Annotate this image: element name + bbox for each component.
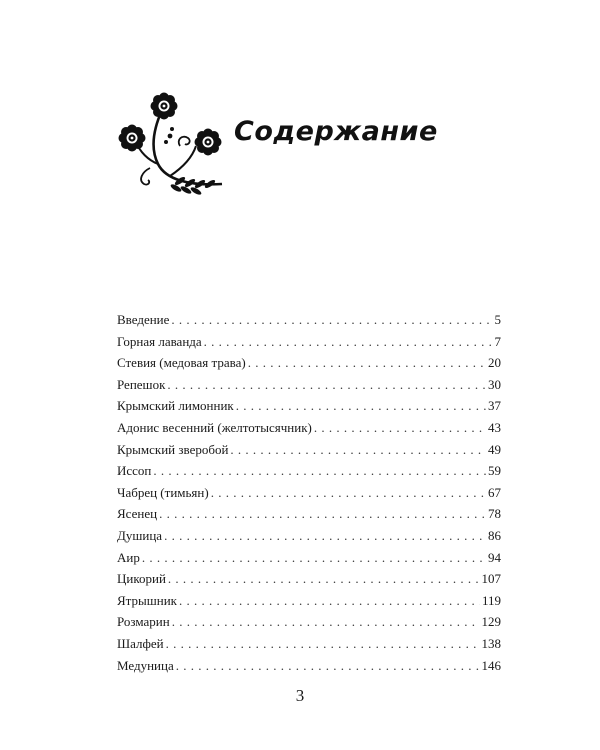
toc-entry-title: Крымский зверобой bbox=[117, 441, 229, 457]
toc-entry-page: 119 bbox=[481, 592, 501, 608]
toc-dot-leader bbox=[166, 633, 480, 655]
toc-entry-page: 107 bbox=[481, 571, 501, 587]
toc-entry bbox=[117, 568, 501, 590]
toc-dot-leader bbox=[204, 331, 493, 353]
toc-entry-page: 67 bbox=[488, 484, 501, 500]
toc-dot-leader bbox=[248, 352, 486, 374]
toc-dot-leader bbox=[159, 503, 486, 525]
toc-entry-page: 5 bbox=[494, 312, 501, 327]
toc-dot-leader bbox=[168, 568, 480, 590]
toc-dot-leader bbox=[314, 417, 486, 439]
toc-entry-title: Аир bbox=[117, 549, 140, 565]
toc-dot-leader bbox=[153, 460, 486, 482]
toc-entry-title: Медуница bbox=[117, 657, 174, 673]
toc-entry-page: 49 bbox=[488, 441, 501, 457]
page-number: 3 bbox=[295, 686, 305, 705]
toc-entry-page: 146 bbox=[481, 657, 501, 673]
toc-dot-leader bbox=[164, 525, 486, 547]
toc-entry-title: Чабрец (тимьян) bbox=[117, 484, 209, 500]
toc-entry-title: Розмарин bbox=[117, 614, 170, 630]
toc-entry bbox=[117, 352, 501, 374]
toc-dot-leader bbox=[142, 547, 486, 569]
toc-entry bbox=[117, 655, 501, 677]
toc-entry bbox=[117, 547, 501, 569]
toc-dot-leader bbox=[172, 611, 480, 633]
toc-dot-leader bbox=[236, 395, 486, 417]
toc-dot-leader bbox=[176, 655, 480, 677]
toc-entry bbox=[117, 331, 501, 353]
toc-entry bbox=[117, 482, 501, 504]
toc-entry-title: Адонис весенний (желтотысячник) bbox=[117, 419, 312, 435]
toc-entry bbox=[117, 395, 501, 417]
toc-entry-title: Ясенец bbox=[117, 506, 158, 522]
toc-entry-page: 129 bbox=[481, 614, 501, 630]
toc-entry bbox=[117, 439, 501, 461]
toc-entry bbox=[117, 374, 501, 396]
toc-entry-title: Цикорий bbox=[117, 571, 166, 587]
toc-entry bbox=[117, 309, 501, 331]
toc-dot-leader bbox=[171, 309, 492, 331]
toc-entry-title: Крымский лимонник bbox=[117, 398, 234, 414]
page-title: Содержание bbox=[234, 116, 438, 147]
toc-entry-page: 37 bbox=[488, 398, 501, 414]
toc-entry bbox=[117, 525, 501, 547]
toc-dot-leader bbox=[179, 590, 480, 612]
toc-dot-leader bbox=[230, 439, 486, 461]
toc-dot-leader bbox=[167, 374, 486, 396]
toc-entry-page: 20 bbox=[488, 355, 501, 371]
toc-entry-page: 138 bbox=[481, 635, 501, 651]
toc-entry-title: Стевия (медовая трава) bbox=[117, 355, 246, 371]
toc-dot-leader bbox=[211, 482, 486, 504]
toc-entry-title: Шалфей bbox=[117, 635, 164, 651]
toc-entry-page: 94 bbox=[488, 549, 501, 565]
toc-entry-page: 7 bbox=[494, 333, 501, 349]
toc-entry-title: Введение bbox=[117, 312, 170, 327]
toc-entry-title: Ятрышник bbox=[117, 592, 177, 608]
toc-entry-title: Иссоп bbox=[117, 463, 152, 479]
toc-entry bbox=[117, 417, 501, 439]
toc-entry-page: 78 bbox=[488, 506, 501, 522]
toc-entry-page: 43 bbox=[488, 419, 501, 435]
toc-entry bbox=[117, 460, 501, 482]
toc-entry-title: Репешок bbox=[117, 376, 166, 392]
toc-entry bbox=[117, 633, 501, 655]
toc-entry-title: Душица bbox=[117, 527, 163, 543]
toc-entry-page: 86 bbox=[488, 527, 501, 543]
toc-entry-page: 30 bbox=[488, 376, 501, 392]
toc-entry bbox=[117, 611, 501, 633]
table-of-contents bbox=[117, 309, 501, 676]
toc-entry bbox=[117, 503, 501, 525]
page-header bbox=[110, 88, 438, 203]
flower-ornament-icon bbox=[110, 88, 250, 203]
toc-entry bbox=[117, 590, 501, 612]
toc-entry-page: 59 bbox=[488, 463, 501, 479]
toc-entry-title: Горная лаванда bbox=[117, 333, 202, 349]
